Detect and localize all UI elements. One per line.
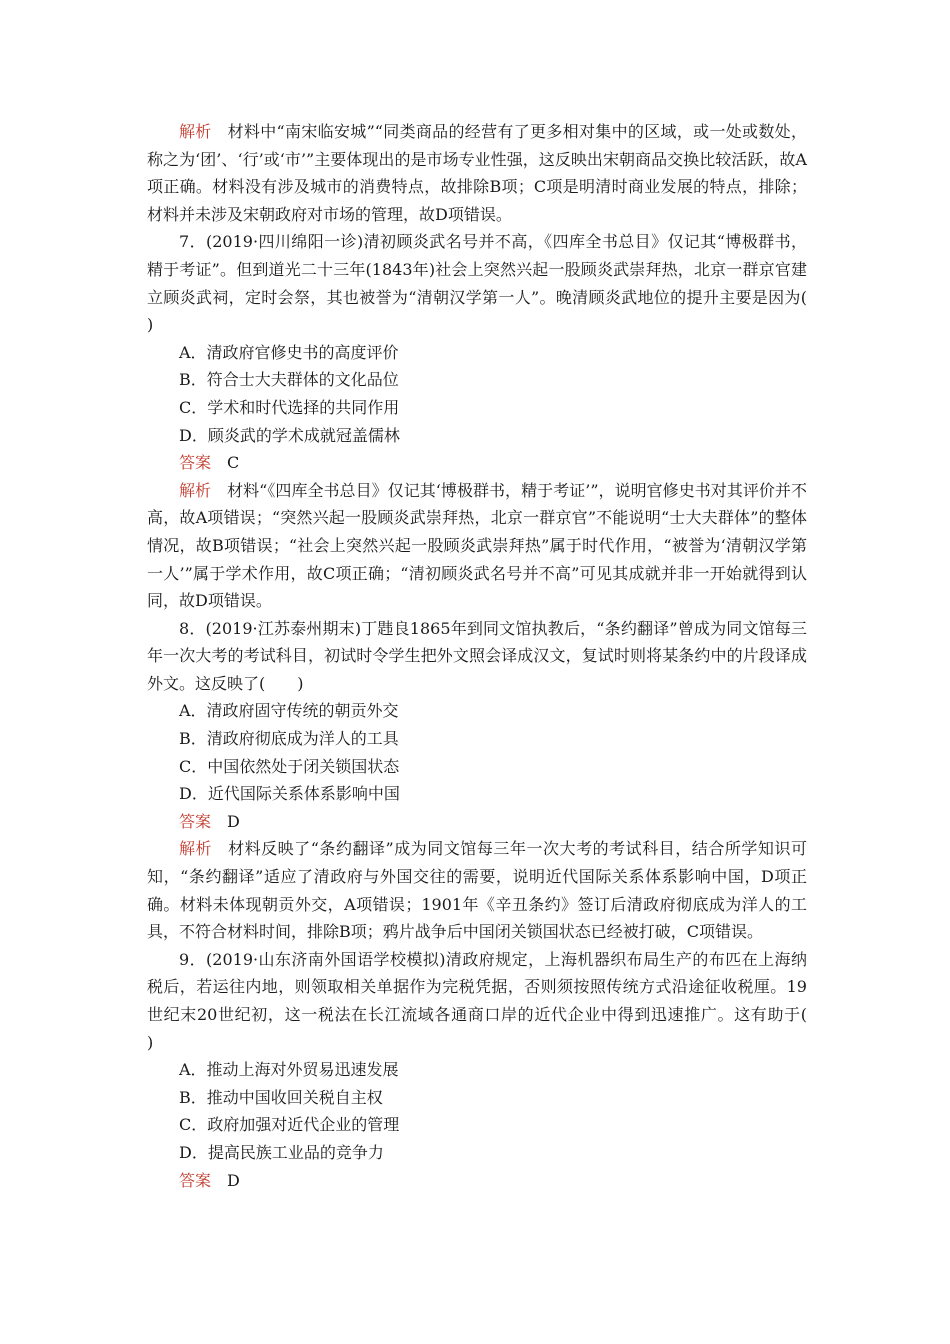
question-7-answer [147, 449, 807, 477]
answer-value: D [227, 811, 240, 831]
analysis-text: 材料反映了“条约翻译”成为同文馆每三年一次大考的考试科目，结合所学知识可知，“条约翻译”适应了清政府与外国交往的需要，说明近代国际关系体系影响中国，D项正确。材料未体现朝贡外交，A项错误；1901年《辛丑条约》签订后清政府彻底成为洋人的工具，不符合材料时间，排除B项；鸦片战争后中国闭关锁国状态已经被打破，C项错误。 [147, 839, 807, 942]
answer-value: D [227, 1170, 240, 1190]
question-8-option-d: D．近代国际关系体系影响中国 [179, 784, 400, 804]
question-9-option-d: D．提高民族工业品的竞争力 [179, 1142, 384, 1162]
question-9-option-c: C．政府加强对近代企业的管理 [179, 1115, 400, 1135]
analysis-tag: 解析 [179, 839, 213, 859]
question-7-option-a: A．清政府官修史书的高度评价 [179, 342, 399, 362]
question-7: 7．(2019·四川绵阳一诊)清初顾炎武名号并不高，《四库全书总目》仅记其“博极群书，精于考证”。但到道光二十三年(1843年)社会上突然兴起一股顾炎武崇拜热，北京一群京官建立顾炎武祠，定时会祭，其也被誉为“清朝汉学第一人”。晚清顾炎武地位的提升主要是因为( ) [147, 232, 840, 335]
question-9-option-b: B．推动中国收回关税自主权 [179, 1087, 383, 1107]
answer-tag: 答案 [179, 811, 212, 831]
question-9-answer [147, 1167, 807, 1195]
question-7-option-d: D．顾炎武的学术成就冠盖儒林 [179, 425, 400, 445]
answer-tag: 答案 [179, 453, 212, 473]
analysis-text: 材料“《四库全书总目》仅记其‘博极群书，精于考证’”，说明官修史书对其评价并不高，故A项错误；“突然兴起一股顾炎武崇拜热，北京一群京官”不能说明“士大夫群体”的整体情况，故B项错误；“社会上突然兴起一股顾炎武崇拜热”属于时代作用，“被誉为‘清朝汉学第一人’”属于学术作用，故C项正确；“清初顾炎武名号并不高”可见其成就并非一开始就得到认同，故D项错误。 [147, 480, 807, 611]
question-7-analysis [147, 477, 807, 615]
question-9: 9．(2019·山东济南外国语学校模拟)清政府规定，上海机器织布局生产的布匹在上海纳税后，若运往内地，则领取相关单据作为完税凭据，否则须按照传统方式沿途征收税厘。19世纪末20世纪初，这一税法在长江流域各通商口岸的近代企业中得到迅速推广。这有助于( ) [147, 949, 840, 1052]
document-body [147, 118, 840, 1194]
answer-tag: 答案 [179, 1170, 212, 1190]
question-7-option-c: C．学术和时代选择的共同作用 [179, 397, 400, 417]
analysis-text: 材料中“南宋临安城”“同类商品的经营有了更多相对集中的区域，或一处或数处，称之为‘团’、‘行’或‘市’”主要体现出的是市场专业性强，这反映出宋朝商品交换比较活跃，故A项正确。材料没有涉及城市的消费特点，故排除B项；C项是明清时商业发展的特点，排除；材料并未涉及宋朝政府对市场的管理，故D项错误。 [147, 122, 807, 224]
analysis-paragraph [147, 118, 807, 228]
question-8: 8．(2019·江苏泰州期末)丁韪良1865年到同文馆执教后，“条约翻译”曾成为同文馆每三年一次大考的考试科目，初试时令学生把外文照会译成汉文，复试时则将某条约中的片段译成外文。这反映了( ) [147, 618, 807, 693]
analysis-tag: 解析 [179, 122, 212, 141]
answer-value: C [227, 453, 240, 473]
question-7-option-b: B．符合士大夫群体的文化品位 [179, 370, 399, 390]
question-8-answer [147, 808, 807, 836]
question-8-analysis [147, 835, 807, 945]
question-9-option-a: A．推动上海对外贸易迅速发展 [179, 1060, 399, 1080]
analysis-tag: 解析 [179, 480, 212, 500]
question-8-option-b: B．清政府彻底成为洋人的工具 [179, 729, 399, 749]
question-8-option-c: C．中国依然处于闭关锁国状态 [179, 756, 400, 776]
question-8-option-a: A．清政府固守传统的朝贡外交 [179, 701, 399, 721]
